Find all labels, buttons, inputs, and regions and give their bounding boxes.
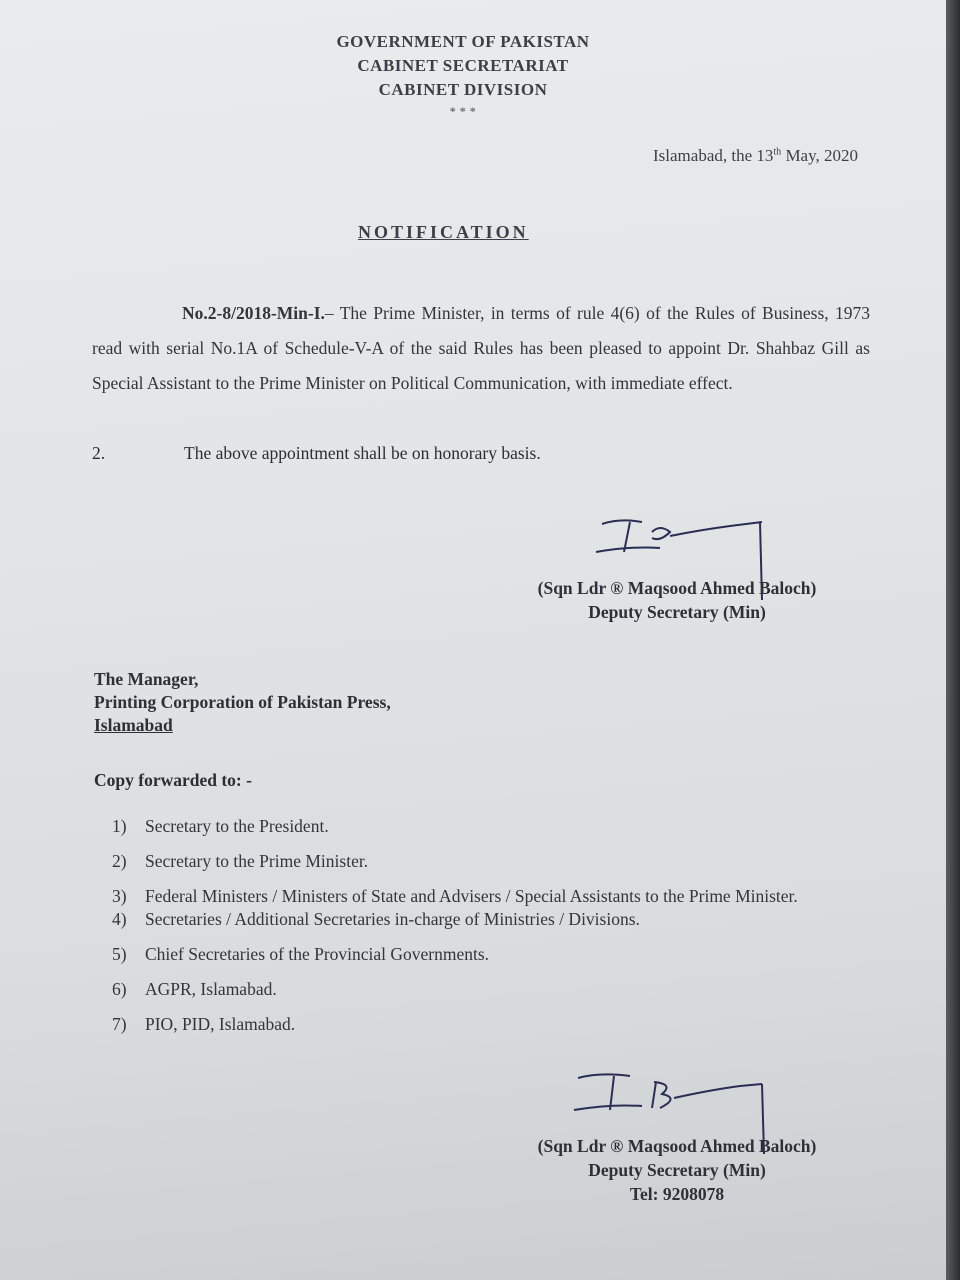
- signature-1-block: [512, 576, 842, 624]
- list-item: 1) Secretary to the President.: [112, 816, 329, 836]
- addressee-block: [94, 668, 391, 737]
- addressee-line-3: Islamabad: [94, 715, 173, 735]
- list-item: 3) Federal Ministers / Ministers of State and Advisers / Special Assistants to the Prime Minister.: [112, 886, 798, 906]
- notification-paragraph-1: No.2-8/2018-Min-I.– The Prime Minister, in terms of rule 4(6) of the Rules of Business, 1973 read with serial No.1A of Schedule-V-A of the said Rules has been pleased to appoint Dr. Shahbaz Gill as Special Assistant to the Prime Minister on Political Communication, with immediate effect.: [92, 303, 870, 393]
- list-item: 7) PIO, PID, Islamabad.: [112, 1014, 296, 1034]
- notification-title: NOTIFICATION: [358, 222, 529, 242]
- addressee-line-2: Printing Corporation of Pakistan Press,: [94, 692, 391, 712]
- list-item: 2) Secretary to the Prime Minister.: [112, 851, 369, 871]
- list-item: 6) AGPR, Islamabad.: [112, 979, 277, 999]
- list-item: 4) Secretaries / Additional Secretaries in-charge of Ministries / Divisions.: [112, 909, 640, 929]
- list-item: 5) Chief Secretaries of the Provincial Governments.: [112, 944, 490, 964]
- addressee-line-1: The Manager,: [94, 669, 199, 689]
- copy-forwarded-list: [112, 815, 872, 1048]
- page-edge-shadow: [946, 0, 960, 1280]
- header-division: CABINET DIVISION: [378, 80, 548, 99]
- header-secretariat: CABINET SECRETARIAT: [357, 56, 569, 75]
- signatory-designation: Deputy Secretary (Min): [588, 602, 766, 622]
- issue-date: Islamabad, the 13th May, 2020: [653, 146, 858, 165]
- signatory-name: (Sqn Ldr ® Maqsood Ahmed Baloch): [537, 1136, 817, 1156]
- header-government: GOVERNMENT OF PAKISTAN: [336, 32, 590, 51]
- copy-forwarded-heading: Copy forwarded to: -: [94, 770, 252, 790]
- signature-2-block: [512, 1134, 842, 1206]
- header-stars: * * *: [449, 104, 477, 118]
- signatory-name: (Sqn Ldr ® Maqsood Ahmed Baloch): [537, 578, 817, 598]
- notification-paragraph-2: The above appointment shall be on honorary basis.: [184, 443, 541, 463]
- reference-number: No.2-8/2018-Min-I.: [182, 303, 325, 323]
- paragraph-2-number: 2.: [92, 443, 106, 463]
- signatory-designation: Deputy Secretary (Min): [588, 1160, 766, 1180]
- signatory-telephone: Tel: 9208078: [629, 1184, 725, 1204]
